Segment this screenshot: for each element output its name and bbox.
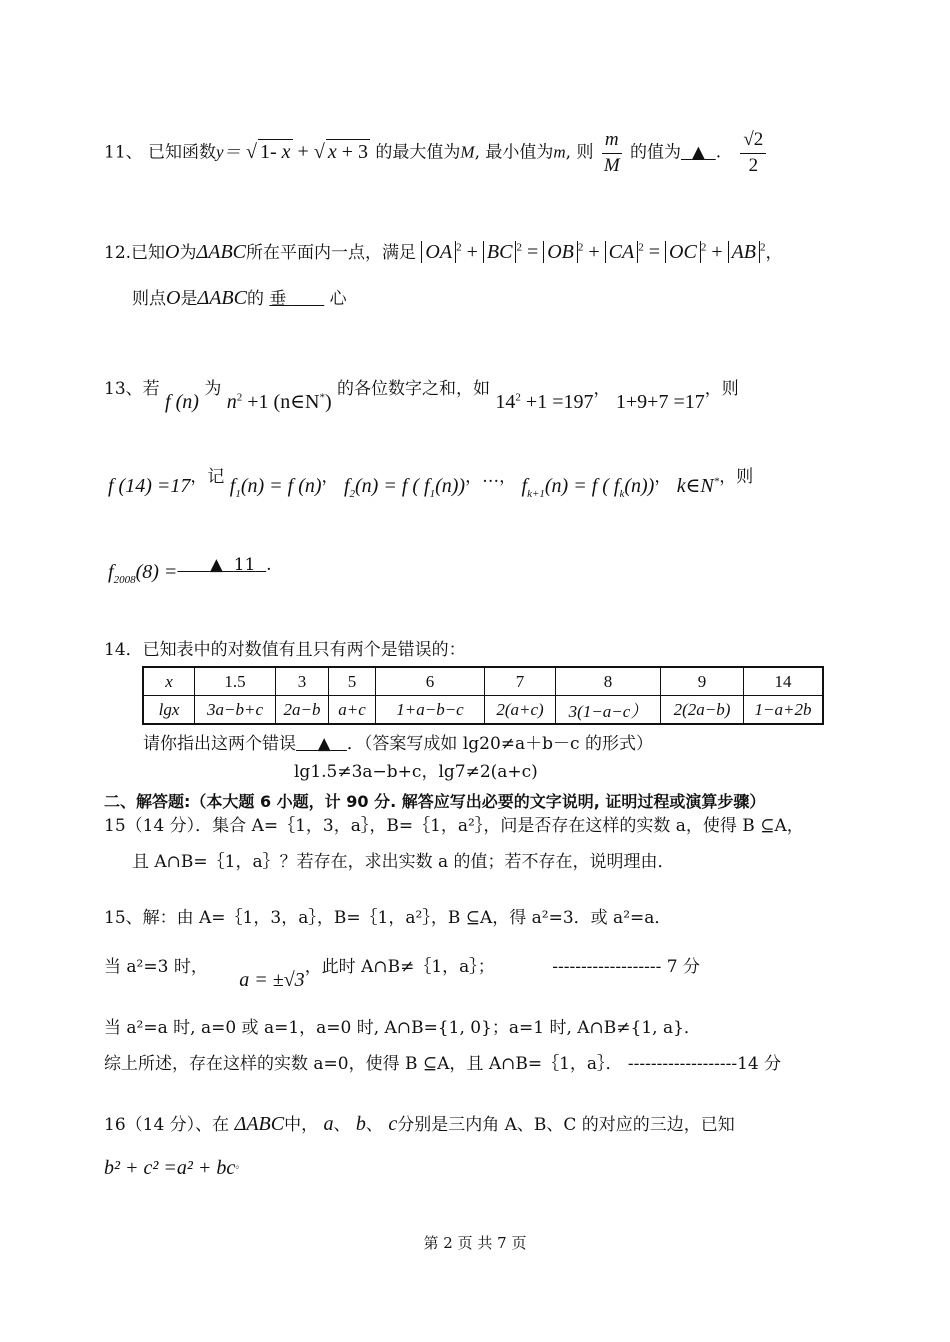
log-values-table	[142, 666, 824, 725]
math-c: c	[388, 1113, 398, 1135]
solution-15-line-1: 15、解：由 A=｛1，3，a｝，B=｛1，a²｝，B ⊆A，得 a²=3．或 a²=a．	[104, 908, 672, 928]
question-text: 的	[246, 289, 264, 309]
question-text: 心	[329, 289, 347, 309]
table-cell: 6	[376, 667, 485, 696]
question-text: 16（14 分）、在	[104, 1115, 230, 1135]
sqrt-expr-2: √ x + 3	[313, 140, 368, 163]
question-text: ，…，	[465, 467, 517, 487]
question-text: 12.已知	[104, 243, 166, 263]
math-example-2: 1+9+7 =17	[615, 391, 705, 413]
plus-sign: +	[292, 140, 314, 163]
question-13-line-3	[108, 552, 272, 586]
answer-blank: 垂	[269, 289, 292, 309]
table-cell: 7	[485, 667, 556, 696]
math-f1: $f_1(n) = f$ (n)	[229, 475, 322, 500]
table-header-x: x	[143, 667, 195, 696]
math-f14: f (14) =17	[108, 475, 191, 497]
question-12-line-1	[104, 240, 783, 264]
solution-15-line-3: 当 a²=a 时, a=0 或 a=1，a=0 时, A∩B={1, 0}；a=1 时, A∩B≠{1, a}．	[104, 1018, 701, 1038]
vector-equation: OA $^2$ + BC $^2$ = OB $^2$ + CA $^2$ = OC $^2$ + AB $^2$	[421, 241, 765, 263]
table-cell: 9	[661, 667, 744, 696]
question-14-intro: 14．已知表中的对数值有且只有两个是错误的：	[104, 640, 466, 660]
score-marker: ------------------- 7 分	[552, 957, 700, 977]
question-text: 的最大值为	[375, 142, 461, 163]
table-cell: 8	[556, 667, 661, 696]
question-text: , 则	[565, 142, 594, 163]
fraction-m-over-M: $\frac{m}{M}$	[603, 129, 620, 176]
math-triangle: ΔABC	[234, 1113, 285, 1135]
math-O: O	[166, 287, 181, 309]
question-15-line-1: 15（14 分）．集合 A=｛1，3，a｝，B=｛1，a²｝，问是否存在这样的实数 a，使得 B ⊆A，	[104, 816, 804, 836]
answer-fraction: $\frac{√2}{2}$	[740, 128, 766, 178]
question-text: 分别是三内角 A、B、C 的对应的三边，已知	[397, 1115, 735, 1135]
table-header-lgx: lgx	[143, 696, 195, 725]
table-cell: 3a−b+c	[195, 696, 276, 725]
sqrt-expr-1: √ 1- x	[246, 140, 291, 163]
math-k-in-N: k∈N*	[676, 475, 720, 497]
solution-text: ，此时 A∩B≠｛1，a｝；	[304, 957, 495, 977]
question-text: 所在平面内一点，满足	[246, 243, 417, 263]
question-text: 中，	[284, 1115, 319, 1135]
table-cell: 2(2a−b)	[661, 696, 744, 725]
table-cell: 3	[276, 667, 329, 696]
page-footer: 第 2 页 共 7 页	[423, 1234, 527, 1252]
math-f2008: $f_{2008}(8)$ =	[108, 561, 178, 586]
table-cell: 14	[744, 667, 824, 696]
question-text: 为	[204, 379, 222, 399]
question-text: ．（答案写成如 lg20≠a＋b－c 的形式）	[346, 734, 653, 754]
question-text: ，则	[704, 379, 739, 399]
math-f2: $f_2(n) = f$ ( $f_1(n)$)	[343, 475, 466, 500]
table-row	[143, 696, 823, 725]
math-cosine-relation: b² + c² =a² + bc	[104, 1157, 236, 1179]
question-13-line-1: 13、若 f (n) 为 $n^2 +1$ (n∈N*) 的各位数字之和，如 $14^2 +1 =197$， 1+9+7 =17，则	[104, 379, 739, 413]
table-cell: 3(1−a−c）	[556, 696, 661, 725]
table-cell: 1.5	[195, 667, 276, 696]
question-text: 的各位数字之和，如	[337, 379, 491, 399]
answer-blank: ▲	[317, 734, 331, 754]
math-triangle: ΔABC	[197, 287, 247, 309]
table-cell: 2a−b	[276, 696, 329, 725]
question-text: 是	[180, 289, 198, 309]
question-text: 为	[179, 243, 197, 263]
math-triangle: ΔABC	[196, 241, 247, 263]
question-text: ，则	[719, 467, 754, 487]
table-cell: a+c	[329, 696, 376, 725]
question-text: 已知函数	[148, 142, 217, 163]
math-y: y＝	[216, 142, 241, 162]
question-12-line-2	[132, 286, 347, 310]
math-f-n: f (n)	[165, 391, 199, 413]
question-text: 13、若	[104, 379, 160, 399]
section-2-heading: 二、解答题:（本大题 6 小题，计 90 分. 解答应写出必要的文字说明, 证明过程或演算步骤）	[104, 792, 766, 811]
period: .	[715, 142, 722, 163]
table-cell: 1+a−b−c	[376, 696, 485, 725]
math-example-1: $14^2 +1 =197$	[495, 391, 594, 413]
math-a-pm-sqrt3: a = ±√3	[239, 969, 305, 991]
math-n-squared: $n^2 +1$ (n∈N*)	[226, 391, 332, 413]
question-14-answer: lg1.5≠3a−b+c，lg7≠2(a+c)	[294, 762, 538, 782]
math-a: a	[323, 1113, 334, 1135]
solution-text: 当 a²=3 时，	[104, 957, 208, 977]
math-fk1: $f_{k+1}(n) = f$ ( $f_k(n)$)	[521, 475, 655, 500]
table-cell: 2(a+c)	[485, 696, 556, 725]
question-15-line-2: 且 A∩B=｛1，a｝？若存在，求出实数 a 的值；若不存在，说明理由．	[132, 852, 675, 872]
question-text: 则点	[132, 289, 166, 309]
question-text: 的值为	[630, 142, 682, 163]
period: .	[266, 555, 272, 575]
question-text: , 最小值为	[474, 142, 554, 163]
table-cell: 5	[329, 667, 376, 696]
table-row	[143, 667, 823, 696]
math-m: m	[553, 142, 566, 162]
comma: ，	[765, 243, 783, 263]
math-b: b	[355, 1113, 366, 1135]
math-M: M	[460, 142, 475, 162]
question-16-line-2: b² + c² =a² + bc。	[104, 1157, 247, 1179]
question-13-line-2: f (14) =17，记 $f_1(n) = f$ (n)， $f_2(n) = f$ ( $f_1(n)$)，…， $f_{k+1}(n) = f$ ( $f_k(n)$)， k∈N*，则	[108, 467, 754, 500]
question-14-prompt	[143, 734, 653, 754]
answer-blank: ▲ 11	[209, 555, 256, 575]
question-text: 请你指出这两个错误	[143, 734, 296, 754]
question-16-line-1: 16（14 分）、在 ΔABC中， a、 b、 c分别是三内角 A、B、C 的对应的三边，已知	[104, 1113, 735, 1135]
question-text: ，记	[190, 467, 225, 487]
table-cell: 1−a+2b	[744, 696, 824, 725]
question-number: 11、	[104, 142, 143, 163]
solution-15-line-4: 综上所述，存在这样的实数 a=0，使得 B ⊆A，且 A∩B=｛1，a｝． -------------------14 分	[104, 1054, 782, 1074]
answer-blank: ▲	[691, 142, 705, 163]
math-O: O	[165, 241, 180, 263]
solution-15-line-2	[104, 954, 700, 991]
question-11	[104, 128, 769, 178]
